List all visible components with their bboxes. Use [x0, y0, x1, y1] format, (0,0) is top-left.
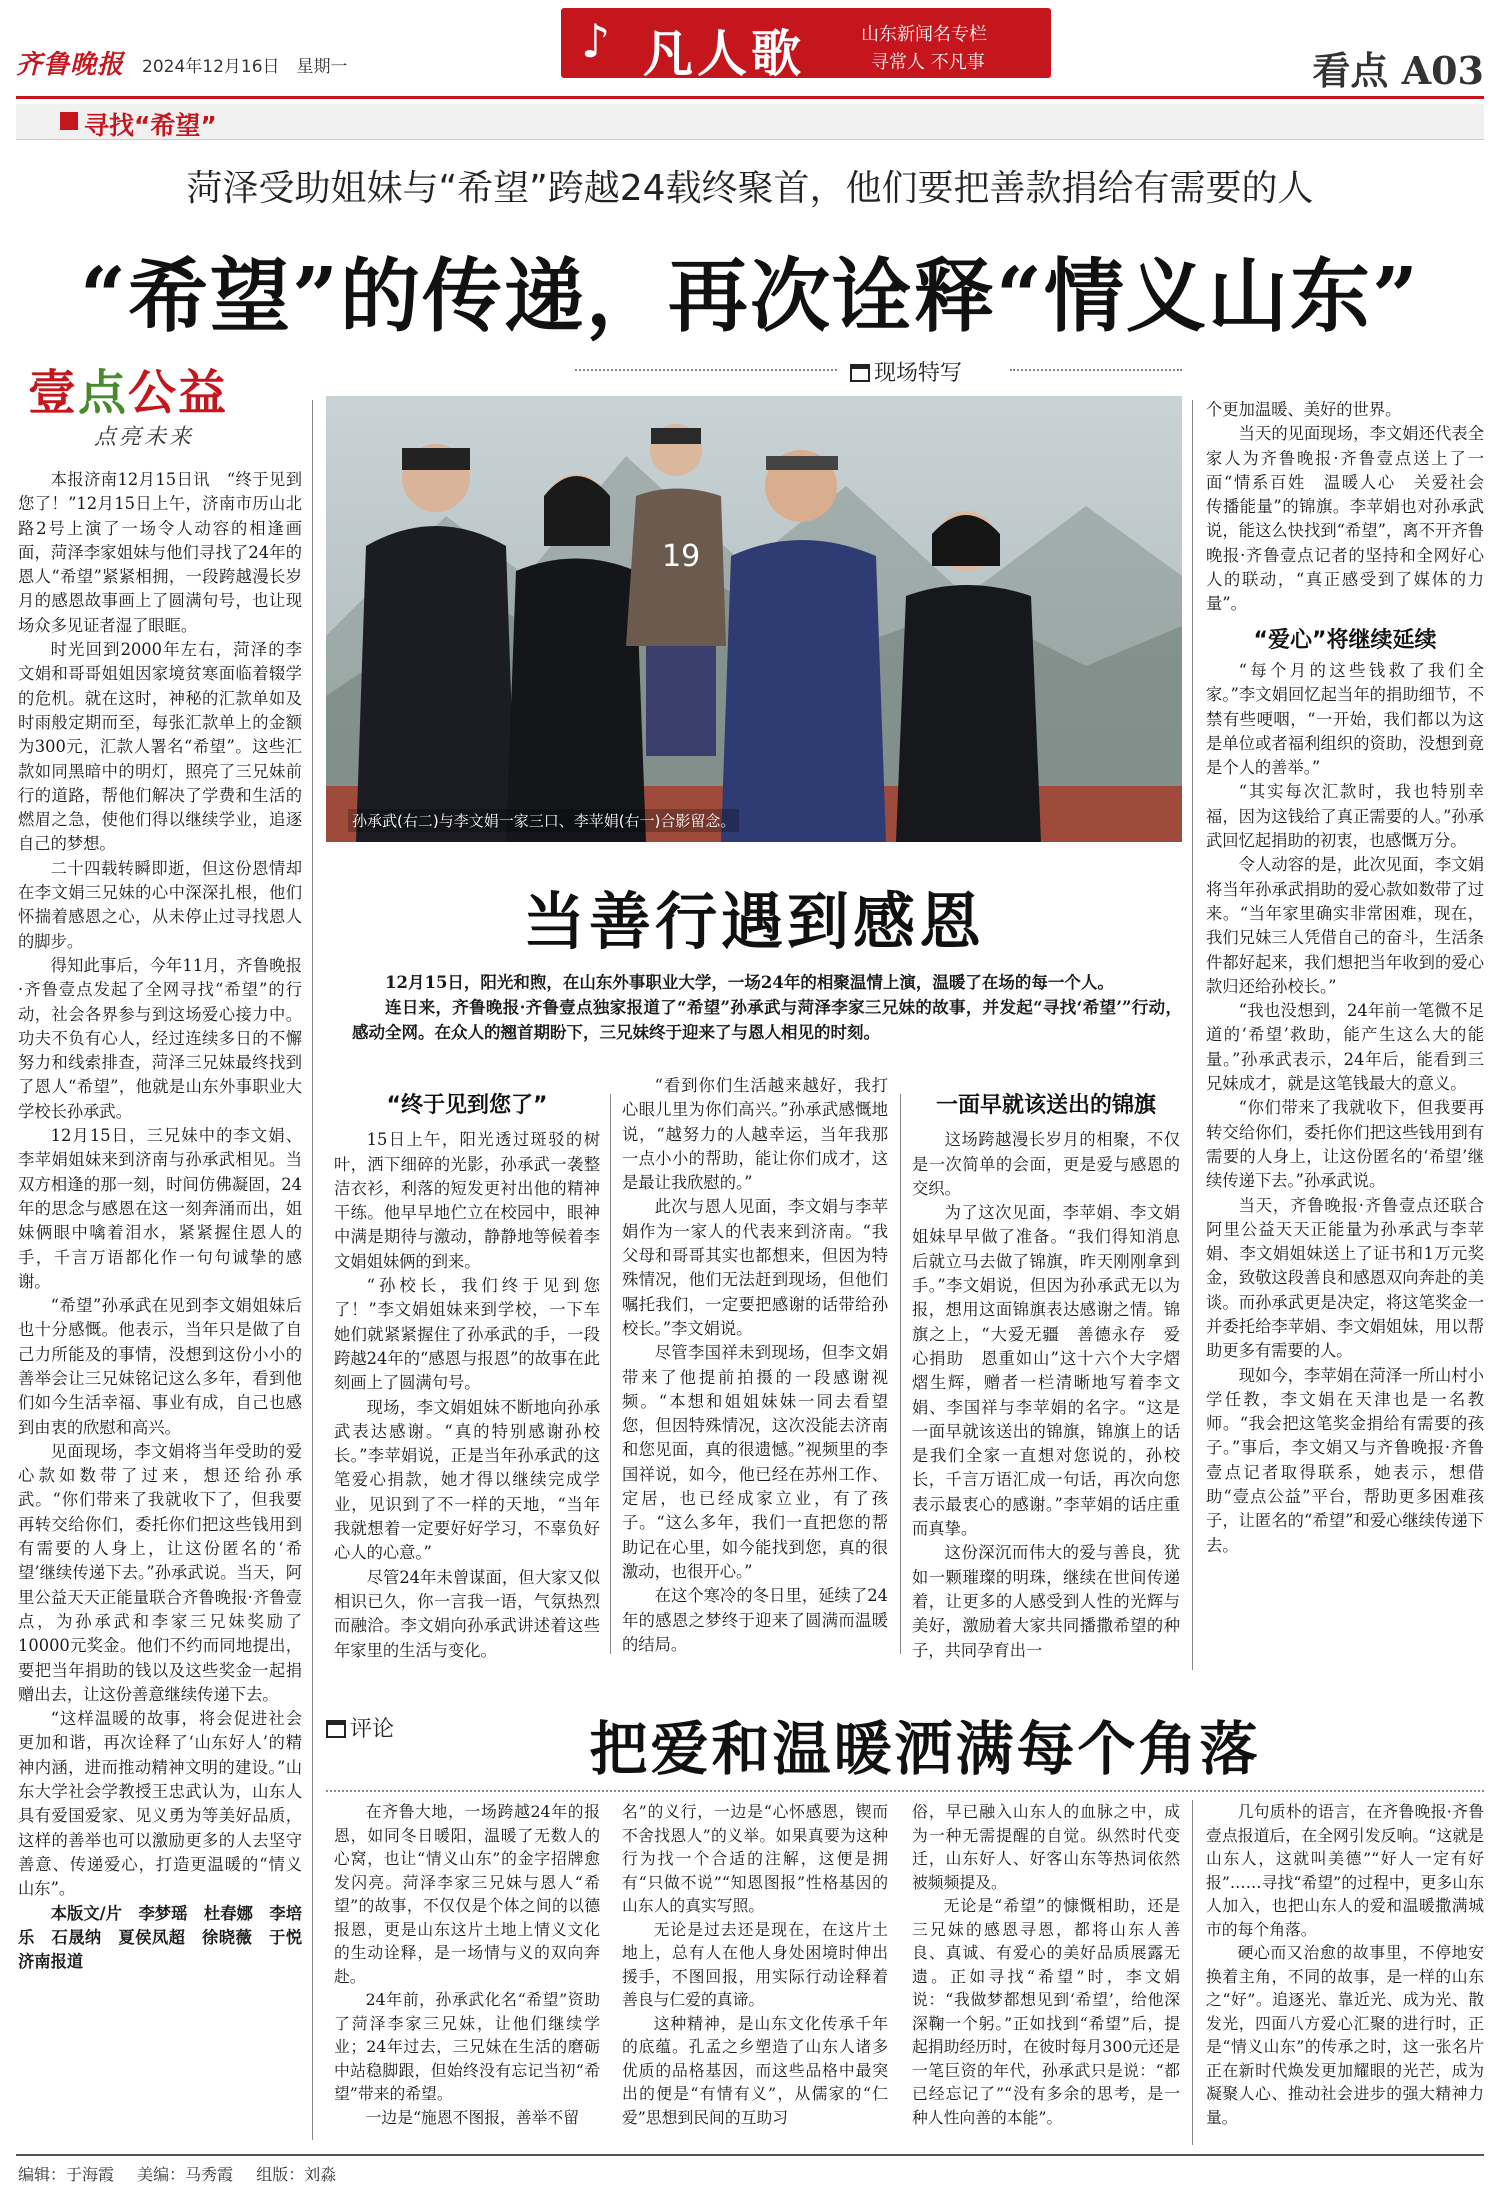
credits: 本版文/片 李梦瑶 杜春娜 李培乐 石晟纳 夏侯凤超 徐晓薇 于悦 济南报道 [18, 1903, 319, 1972]
footer [18, 2162, 354, 2185]
commentary-column-3 [912, 1800, 1180, 2129]
paragraph: “这样温暖的故事，将会促进社会更加和谐，再次诠释了‘山东好人’的精神内涵，进而推动精神文明的建设。”山东大学社会学教授王忠武认为，山东人具有爱国爱家、见义勇为等美好品质，这样的善举也可以激励更多的人去坚守善意、传递爱心，打造更温暖的“情义山东”。 [18, 1709, 302, 1899]
commentary-column-1 [334, 1800, 600, 2129]
paragraph: “每个月的这些钱救了我们全家。”李文娟回忆起当年的捐助细节，不禁有些哽咽，“一开始，我们都以为这是单位或者福利组织的资助，没想到竟是个人的善举。” [1206, 660, 1484, 778]
center-column-3 [912, 1094, 1180, 1663]
sweater-number: 19 [662, 539, 701, 574]
newspaper-name: 齐鲁晚报 [16, 50, 125, 80]
paragraph: 24年前，孙承武化名“希望”资助了菏泽李家三兄妹，让他们继续学业；24年过去，三兄妹在生活的磨砺中站稳脚跟，但始终没有忘记当初“希望”带来的希望。 [334, 1990, 600, 2103]
page-number: 看点 A03 [1312, 48, 1484, 93]
column-rule [1192, 1800, 1193, 2145]
paragraph: 时光回到2000年左右，菏泽的李文娟和哥哥姐姐因家境贫寒面临着辍学的危机。就在这时，神秘的汇款单如及时雨般定期而至，每张汇款单上的金额为300元，汇款人署名“希望”。这些汇款如同黑暗中的明灯，照亮了三兄妹前行的道路，帮他们解决了学费和生活的燃眉之急，使他们得以继续学业，追逐自己的梦想。 [18, 640, 302, 854]
column-slogan: 寻常人 不凡事 [871, 52, 985, 73]
paragraph: “看到你们生活越来越好，我打心眼儿里为你们高兴。”孙承武感慨地说，“越努力的人越幸运，当年我那一点小小的帮助，能让你们成才，这是最让我欣慰的。” [622, 1076, 888, 1193]
masthead-rule [16, 96, 1484, 99]
paragraph: 令人动容的是，此次见面，李文娟将当年孙承武捐助的爱心款如数带了过来。“当年家里确实非常困难，现在，我们兄妹三人凭借自己的奋斗，生活条件都好起来，我们想把当年收到的爱心款归还给孙校长。” [1206, 855, 1484, 996]
group-photo-illustration [326, 396, 1182, 842]
paragraph: 现如今，李苹娟在菏泽一所山村小学任教，李文娟在天津也是一名教师。“我会把这笔奖金捐给有需要的孩子。”事后，李文娟又与齐鲁晚报·齐鲁壹点记者取得联系，她表示，想借助“壹点公益”平台，帮助更多困难孩子，让匿名的“希望”和爱心继续传递下去。 [1206, 1365, 1484, 1555]
paragraph: 名”的义行，一边是“心怀感恩，锲而不舍找恩人”的义举。如果真要为这种行为找一个合适的注解，这便是拥有“只做不说”“知恩图报”性格基因的山东人的真实写照。 [622, 1802, 888, 1915]
paragraph: 个更加温暖、美好的世界。 [1206, 400, 1402, 419]
yidian-gongyi-logo [28, 354, 290, 464]
paragraph: 在齐鲁大地，一场跨越24年的报恩，如同冬日暖阳，温暖了无数人的心窝，也让“情义山东”的金字招牌愈发闪亮。菏泽李家三兄妹与恩人“希望”的故事，不仅仅是个体之间的以德报恩，更是山东这片土地上情义文化的生动诠释，是一场情与义的双向奔赴。 [334, 1802, 600, 1986]
issue-date: 2024年12月16日 星期一 [142, 57, 348, 77]
paragraph: 几句质朴的语言，在齐鲁晚报·齐鲁壹点报道后，在全网引发反响。“这就是山东人，这就叫美德”“好人一定有好报”……寻找“希望”的过程中，更多山东人加入，也把山东人的爱和温暖撒满城市的每个角落。 [1206, 1802, 1484, 1939]
left-column [18, 468, 319, 1974]
paragraph: 这场跨越漫长岁月的相聚，不仅是一次简单的会面，更是爱与感恩的交织。 [912, 1130, 1180, 1198]
column-rule [610, 1094, 611, 1654]
paragraph: “我也没想到，24年前一笔微不足道的‘希望’救助，能产生这么大的能量。”孙承武表示，24年后，能看到三兄妹成才，就是这笔钱最大的意义。 [1206, 1001, 1484, 1094]
section-bar [16, 104, 1484, 140]
story-headline: 当善行遇到感恩 [522, 885, 985, 958]
logo-char: 公益 [128, 365, 229, 421]
paragraph: “你们带来了我就收下，但我要再转交给你们，委托你们把这些钱用到有需要的人身上，让这份匿名的‘希望’继续传递下去。”孙承武说。 [1206, 1098, 1484, 1191]
footer-art: 美编：马秀霞 [137, 2165, 234, 2184]
paragraph: 无论是过去还是现在，在这片土地上，总有人在他人身处困境时伸出援手，不图回报，用实际行动诠释着善良与仁爱的真谛。 [622, 1919, 888, 2009]
paragraph: “孙校长，我们终于见到您了！”李文娟姐妹来到学校，一下车她们就紧紧握住了孙承武的手，一段跨越24年的“感恩与报恩”的故事在此刻画上了圆满句号。 [334, 1276, 600, 1393]
logo-slogan: 点亮未来 [94, 425, 195, 450]
paragraph: 得知此事后，今年11月，齐鲁晚报·齐鲁壹点发起了全网寻找“希望”的行动，社会各界参与到这场爱心接力中。功夫不负有心人，经过连续多日的不懈努力和线索排查，菏泽三兄妹最终找到了恩人“希望”，他就是山东外事职业大学校长孙承武。 [18, 955, 302, 1121]
photo-caption: 孙承武(右二)与李文娟一家三口、李苹娟(右一)合影留念。 [348, 809, 739, 832]
logo-char: 点 [78, 365, 129, 421]
intro-paragraph: 12月15日，阳光和煦，在山东外事职业大学，一场24年的相聚温情上演，温暖了在场的每一个人。 [385, 973, 1114, 992]
paragraph: 当天的见面现场，李文娟还代表全家人为齐鲁晚报·齐鲁壹点送上了一面“情系百姓 温暖人心 关爱社会 传播能量”的锦旗。李苹娟也对孙承武说，能这么快找到“希望”，离不开齐鲁晚报·齐鲁壹点记者的坚持和全网好心人的联动，“真正感受到了媒体的力量”。 [1206, 424, 1500, 614]
masthead [16, 8, 1484, 98]
commentary-headline: 把爱和温暖洒满每个角落 [589, 1715, 1261, 1783]
paragraph: 现场，李文娟姐妹不断地向孙承武表达感谢。“真的特别感谢孙校长。”李苹娟说，正是当年孙承武的这笔爱心捐款，她才得以继续完成学业，见识到了不一样的天地，“当年我就想着一定要好好学习，不辜负好心人的心意。” [334, 1397, 600, 1563]
paragraph: “希望”孙承武在见到李文娟姐妹后也十分感慨。他表示，当年只是做了自己力所能及的事情，没想到这份小小的善举会让三兄妹铭记这么多年，看到他们如今生活幸福、事业有成，自己也感到由衷的欣慰和高兴。 [18, 1296, 302, 1437]
paragraph: 这份深沉而伟大的爱与善良，犹如一颗璀璨的明珠，继续在世间传递着，让更多的人感受到人性的光辉与美好，激励着大家共同播撒希望的种子，共同孕育出一 [912, 1543, 1180, 1660]
paragraph: 尽管24年未曾谋面，但大家又似相识已久，你一言我一语，气氛热烈而融洽。李文娟向孙承武讲述着这些年家里的生活与变化。 [334, 1567, 600, 1660]
section-square-icon [60, 112, 78, 130]
paragraph: 当天，齐鲁晚报·齐鲁壹点还联合阿里公益天天正能量为孙承武与李苹娟、李文娟姐妹送上了证书和1万元奖金，致敬这段善良和感恩双向奔赴的美谈。而孙承武更是决定，将这笔奖金一并委托给李苹娟、李文娟姐妹，用以帮助更多有需要的人。 [1206, 1195, 1484, 1361]
footer-proof: 组版：刘淼 [256, 2165, 337, 2184]
paragraph: 为了这次见面，李苹娟、李文娟姐妹早早做了准备。“我们得知消息后就立马去做了锦旗，昨天刚刚拿到手。”李文娟说，但因为孙承武无以为报，想用这面锦旗表达感谢之情。锦旗之上，“大爱无疆 善德永存 爱心捐助 恩重如山”这十六个大字熠熠生辉，赠者一栏清晰地写着李文娟、李国祥与李苹娟的名字。“这是一面早就该送出的锦旗，锦旗上的话是我们全家一直想对您说的，孙校长，千言万语汇成一句话，再次向您表示最衷心的感谢。”李苹娟的话庄重而真挚。 [912, 1203, 1180, 1539]
divider [1010, 369, 1182, 371]
paragraph: 见面现场，李文娟将当年受助的爱心款如数带了过来，想还给孙承武。“你们带来了我就收下了，但我要再转交给你们，委托你们把这些钱用到有需要的人身上，让这份匿名的‘希望’继续传递下去。”孙承武说。当天，阿里公益天天正能量联合齐鲁晚报·齐鲁壹点，为孙承武和李家三兄妹奖励了10000元奖金。他们不约而同地提出，要把当年捐助的钱以及这些奖金一起捐赠出去，让这份善意继续传递下去。 [18, 1441, 302, 1704]
column-banner [561, 8, 1051, 83]
commentary-column-4 [1206, 1800, 1484, 2129]
group-photo [326, 396, 1182, 842]
column-rule [1192, 400, 1193, 1670]
column-rule [900, 1094, 901, 1654]
divider [575, 369, 837, 371]
footer-editor: 编辑：于海霞 [18, 2165, 115, 2184]
paragraph: 俗，早已融入山东人的血脉之中，成为一种无需提醒的自觉。纵然时代变迁，山东好人、好客山东等热词依然被频频提及。 [912, 1802, 1180, 1892]
commentary-label-text: 评论 [350, 1717, 395, 1742]
main-headline: “希望”的传递，再次诠释“情义山东” [79, 249, 1421, 343]
right-column [1206, 398, 1500, 1558]
subhead: 一面早就该送出的锦旗 [935, 1093, 1156, 1118]
kicker: 菏泽受助姐妹与“希望”跨越24载终聚首，他们要把善款捐给有需要的人 [186, 168, 1314, 209]
feature-label [850, 356, 962, 387]
feature-label-text: 现场特写 [874, 361, 963, 386]
story-intro [352, 970, 1182, 1045]
column-subtitle: 山东新闻名专栏 [861, 24, 987, 45]
paragraph: “其实每次汇款时，我也特别幸福，因为这钱给了真正需要的人。”孙承武回忆起捐助的初衷，也感慨万分。 [1206, 782, 1484, 851]
logo-char: 壹 [28, 365, 79, 421]
paragraph: 此次与恩人见面，李文娟与李苹娟作为一家人的代表来到济南。“我父母和哥哥其实也都想来，但因为特殊情况，他们无法赶到现场，但他们嘱托我们，一定要把感谢的话带给孙校长。”李文娟说。 [622, 1197, 888, 1338]
commentary-column-2 [622, 1800, 888, 2129]
paragraph: 硬心而又治愈的故事里，不停地安换着主角，不同的故事，是一样的山东之“好”。追逐光、靠近光、成为光、散发光，四面八方爱心汇聚的进行时，正是“情义山东”的传承之时，这一张名片正在新时代焕发更加耀眼的光芒，成为凝聚人心、推动社会进步的强大精神力量。 [1206, 1943, 1484, 2127]
footer-rule [16, 2154, 1484, 2156]
paragraph: 15日上午，阳光透过斑驳的树叶，洒下细碎的光影，孙承武一袭整洁衣衫，利落的短发更衬出他的精神干练。他早早地伫立在校园中，眼神中满是期待与激动，静静地等候着李文娟姐妹俩的到来。 [334, 1130, 600, 1271]
paragraph: 无论是“希望”的慷慨相助，还是三兄妹的感恩寻恩，都将山东人善良、真诚、有爱心的美好品质展露无遗。正如寻找“希望”时，李文娟说：“我做梦都想见到‘希望’，给他深深鞠一个躬。”正如找到“希望”后，提起捐助经历时，在彼时每月300元还是一笔巨资的年代，孙承武只是说：“都已经忘记了”“没有多余的思考，是一种人性向善的本能”。 [912, 1896, 1180, 2127]
paragraph: 12月15日，三兄妹中的李文娟、李苹娟姐妹来到济南与孙承武相见。当双方相逢的那一刻，时间仿佛凝固，24年的思念与感恩在这一刻奔涌而出，姐妹俩眼中噙着泪水，紧紧握住恩人的手，千言万语都化作一句句诚挚的感谢。 [18, 1126, 302, 1291]
section-label: 寻找“希望” [84, 111, 217, 140]
intro-paragraph: 连日来，齐鲁晚报·齐鲁壹点独家报道了“希望”孙承武与菏泽李家三兄妹的故事，并发起“寻找‘希望’”行动，感动全网。在众人的翘首期盼下，三兄妹终于迎来了与恩人相见的时刻。 [352, 998, 1182, 1042]
center-column-2 [622, 1074, 888, 1657]
divider [326, 1790, 1484, 1792]
music-note-icon: ♪ [581, 14, 611, 68]
lead-paragraph: 本报济南12月15日讯 “终于见到您了！”12月15日上午，济南市历山北路2号上演了一场令人动容的相逢画面，菏泽李家姐妹与他们寻找了24年的恩人“希望”紧紧相拥，一段跨越漫长岁月的感恩故事画上了圆满句号，也让现场众多见证者湿了眼眶。 [18, 470, 302, 635]
center-column-1 [334, 1094, 600, 1663]
paragraph: 这种精神，是山东文化传承千年的底蕴。孔孟之乡塑造了山东人诸多优质的品格基因，而这些品格中最突出的便是“有情有义”，从儒家的“仁爱”思想到民间的互助习 [622, 2013, 888, 2127]
column-title: 凡人歌 [643, 24, 805, 83]
subhead: “爱心”将继续延续 [1253, 627, 1437, 653]
subhead: “终于见到您了” [386, 1093, 548, 1118]
column-rule [312, 400, 313, 2140]
paragraph: 尽管李国祥未到现场，但李文娟带来了他提前拍摄的一段感谢视频。“本想和姐姐妹妹一同去看望您，但因特殊情况，这次没能去济南和您见面，真的很遗憾。”视频里的李国祥说，如今，他已经在苏州工作、定居，也已经成家立业，有了孩子。“这么多年，我们一直把您的帮助记在心里，如今能找到您，真的很激动，也很开心。” [622, 1343, 888, 1581]
feature-box-icon [850, 364, 870, 382]
paragraph: 一边是“施恩不图报，善举不留 [365, 2107, 580, 2127]
paragraph: 在这个寒冷的冬日里，延续了24年的感恩之梦终于迎来了圆满而温暖的结局。 [622, 1586, 888, 1654]
paragraph: 二十四载转瞬即逝，但这份恩情却在李文娟三兄妹的心中深深扎根，他们怀揣着感恩之心，从未停止过寻找恩人的脚步。 [18, 858, 302, 951]
